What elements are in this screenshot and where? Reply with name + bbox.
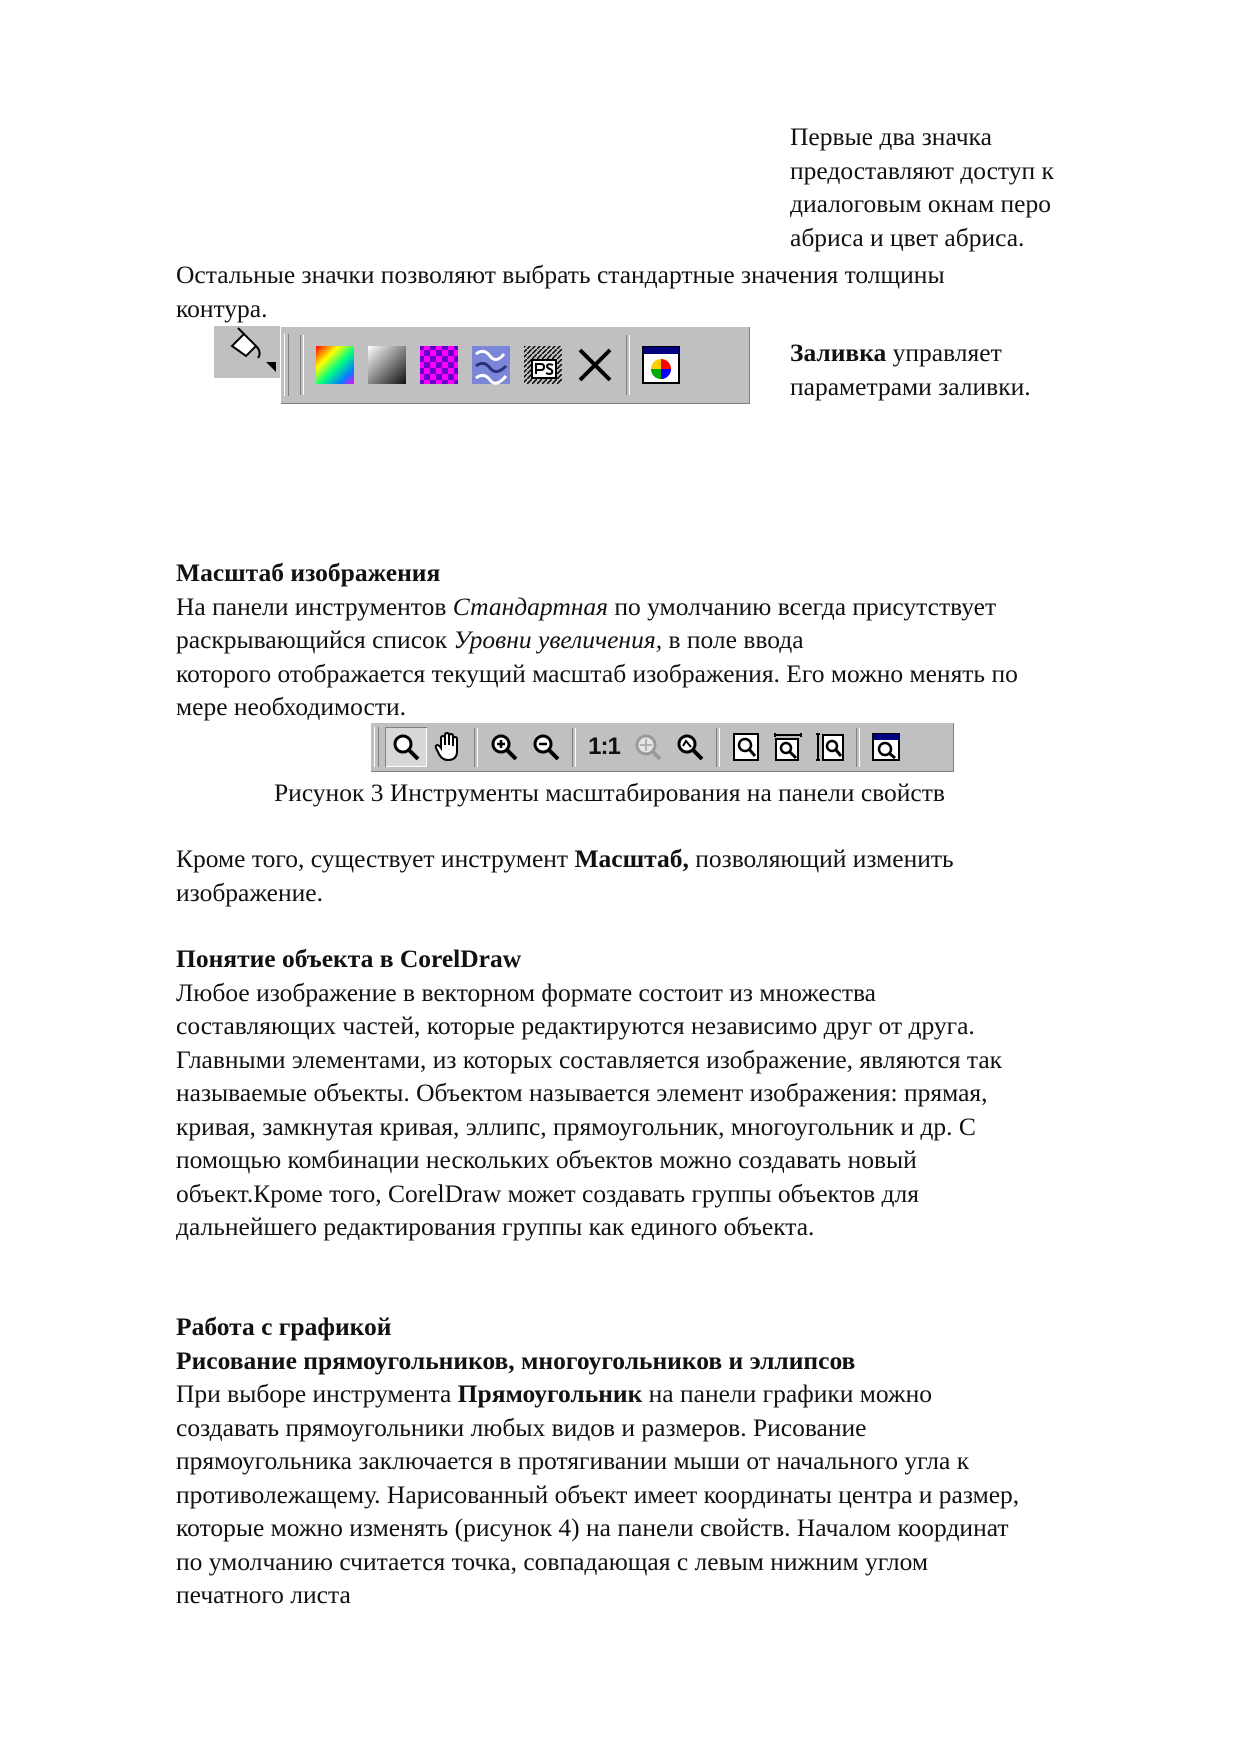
text-line: противолежащему. Нарисованный объект имеет координаты центра и размер,: [176, 1479, 1020, 1509]
zoom-to-selected-button[interactable]: [627, 727, 669, 767]
zoom-one-to-one-button[interactable]: [581, 727, 627, 767]
text-fragment: позволяющий изменить: [688, 844, 954, 873]
bold-term: Масштаб,: [574, 844, 689, 873]
italic-term: Уровни увеличения,: [453, 625, 663, 654]
outline-paragraph: [176, 258, 945, 325]
text-line: параметрами заливки.: [790, 371, 1031, 401]
text-line: помощью комбинации нескольких объектов можно создавать новый: [176, 1145, 917, 1174]
text-fragment: На панели инструментов: [176, 591, 453, 621]
text-fragment: Кроме того, существует инструмент: [176, 844, 575, 873]
text-line: [790, 336, 1031, 370]
text-line: Любое изображение в векторном формате состоит из множества: [176, 977, 876, 1007]
heading-text: Масштаб изображения: [176, 558, 441, 587]
hand-tool-button[interactable]: [427, 727, 469, 767]
heading-text: Работа с графикой: [176, 1312, 392, 1341]
fill-description: [790, 336, 1031, 403]
zoom-in-button[interactable]: [483, 727, 525, 767]
text-fragment: на панели графики можно: [642, 1379, 933, 1408]
text-line: Остальные значки позволяют выбрать стандартные значения толщины: [176, 260, 945, 289]
text-line: абриса и цвет абриса.: [790, 222, 1025, 252]
fill-toolbar: [280, 326, 750, 404]
text-line: диалоговым окнам перо: [790, 189, 1051, 218]
text-fragment: в поле ввода: [662, 625, 804, 654]
object-section: [176, 942, 1002, 1244]
zoom-to-height-icon: [814, 731, 846, 763]
texture-fill-icon: [470, 344, 512, 386]
no-fill-button[interactable]: [569, 339, 621, 391]
zoom-to-all-icon: [674, 731, 706, 763]
text-line: контура.: [176, 293, 268, 323]
figure-caption: Рисунок 3 Инструменты масштабирования на панели свойств: [274, 778, 945, 807]
uniform-fill-icon: [314, 344, 356, 386]
toolbar-grip[interactable]: [374, 727, 379, 767]
text-line: предоставляют доступ к: [790, 155, 1054, 185]
text-line: [176, 623, 1018, 657]
gradient-fill-icon: [366, 344, 408, 386]
top-right-paragraph: [790, 120, 1054, 254]
text-line: [176, 842, 954, 876]
text-line: создавать прямоугольники любых видов и размеров. Рисование: [176, 1412, 867, 1442]
text-line: Первые два значка: [790, 122, 992, 151]
toolbar-grip[interactable]: [284, 334, 289, 396]
fill-flyout-button[interactable]: [214, 326, 280, 378]
section-subheading: [176, 1344, 1019, 1378]
text-line: объект.Кроме того, CorelDraw может создавать группы объектов для: [176, 1178, 919, 1208]
zoom-toolbar: [370, 722, 954, 772]
zoom-one-to-one-icon: 1:1: [588, 733, 620, 761]
text-line: дальнейшего редактирования группы как единого объекта.: [176, 1212, 815, 1241]
section-heading: [176, 556, 1018, 590]
uniform-fill-button[interactable]: [309, 339, 361, 391]
subheading-text: Рисование прямоугольников, многоугольников и эллипсов: [176, 1345, 856, 1375]
color-docker-icon: [640, 344, 682, 386]
toolbar-separator: [572, 728, 576, 767]
toolbar-separator: [716, 728, 720, 767]
zoom-to-height-button[interactable]: [809, 727, 851, 767]
postscript-fill-icon: [522, 344, 564, 386]
text-line: которого отображается текущий масштаб изображения. Его можно менять по: [176, 658, 1018, 688]
text-fragment: по умолчанию всегда присутствует: [608, 591, 997, 621]
section-heading: [176, 1310, 1019, 1344]
text-line: [176, 1377, 1019, 1411]
toolbar-separator: [300, 335, 304, 396]
text-line: изображение.: [176, 877, 323, 907]
text-line: [176, 590, 1018, 624]
text-line: мере необходимости.: [176, 692, 407, 721]
section-heading: [176, 942, 1002, 976]
postscript-fill-button[interactable]: [517, 339, 569, 391]
text-line: составляющих частей, которые редактируются независимо друг от друга.: [176, 1011, 975, 1040]
zoom-to-page-icon: [730, 731, 762, 763]
zoom-tool-button[interactable]: [385, 727, 427, 767]
hand-tool-icon: [432, 731, 464, 763]
text-line: прямоугольника заключается в протягивании мыши от начального угла к: [176, 1446, 970, 1475]
toolbar-separator: [626, 335, 630, 396]
zoom-to-page-button[interactable]: [725, 727, 767, 767]
text-line: называемые объекты. Объектом называется элемент изображения: прямая,: [176, 1078, 988, 1107]
pattern-fill-icon: [418, 344, 460, 386]
zoom-section: [176, 556, 1018, 724]
toolbar-separator: [474, 728, 478, 767]
text-line: печатного листа: [176, 1580, 351, 1609]
italic-term: Стандартная: [452, 591, 608, 621]
zoom-tool-paragraph: [176, 842, 954, 909]
graphics-section: [176, 1310, 1019, 1612]
zoom-in-icon: [488, 731, 520, 763]
gradient-fill-button[interactable]: [361, 339, 413, 391]
view-manager-icon: [870, 731, 902, 763]
no-fill-icon: [574, 344, 616, 386]
texture-fill-button[interactable]: [465, 339, 517, 391]
zoom-to-width-icon: [772, 731, 804, 763]
text-fragment: раскрывающийся список: [176, 625, 454, 654]
text-fragment: управляет: [886, 338, 1002, 367]
view-manager-button[interactable]: [865, 727, 907, 767]
fill-bucket-icon: [214, 326, 280, 378]
fill-term: Заливка: [790, 338, 887, 367]
zoom-to-all-button[interactable]: [669, 727, 711, 767]
heading-text: Понятие объекта в CorelDraw: [176, 944, 522, 973]
pattern-fill-button[interactable]: [413, 339, 465, 391]
text-line: которые можно изменять (рисунок 4) на панели свойств. Началом координат: [176, 1513, 1009, 1542]
zoom-out-icon: [530, 731, 562, 763]
bold-term: Прямоугольник: [457, 1379, 643, 1408]
zoom-out-button[interactable]: [525, 727, 567, 767]
color-docker-button[interactable]: [635, 339, 687, 391]
text-line: кривая, замкнутая кривая, эллипс, прямоугольник, многоугольник и др. С: [176, 1111, 976, 1141]
text-line: по умолчанию считается точка, совпадающая с левым нижним углом: [176, 1546, 929, 1576]
zoom-to-selected-icon: [632, 731, 664, 763]
zoom-tool-icon: [390, 731, 422, 763]
text-line: Главными элементами, из которых составляется изображение, являются так: [176, 1044, 1003, 1074]
text-fragment: При выборе инструмента: [176, 1379, 458, 1408]
zoom-to-width-button[interactable]: [767, 727, 809, 767]
toolbar-separator: [856, 728, 860, 767]
